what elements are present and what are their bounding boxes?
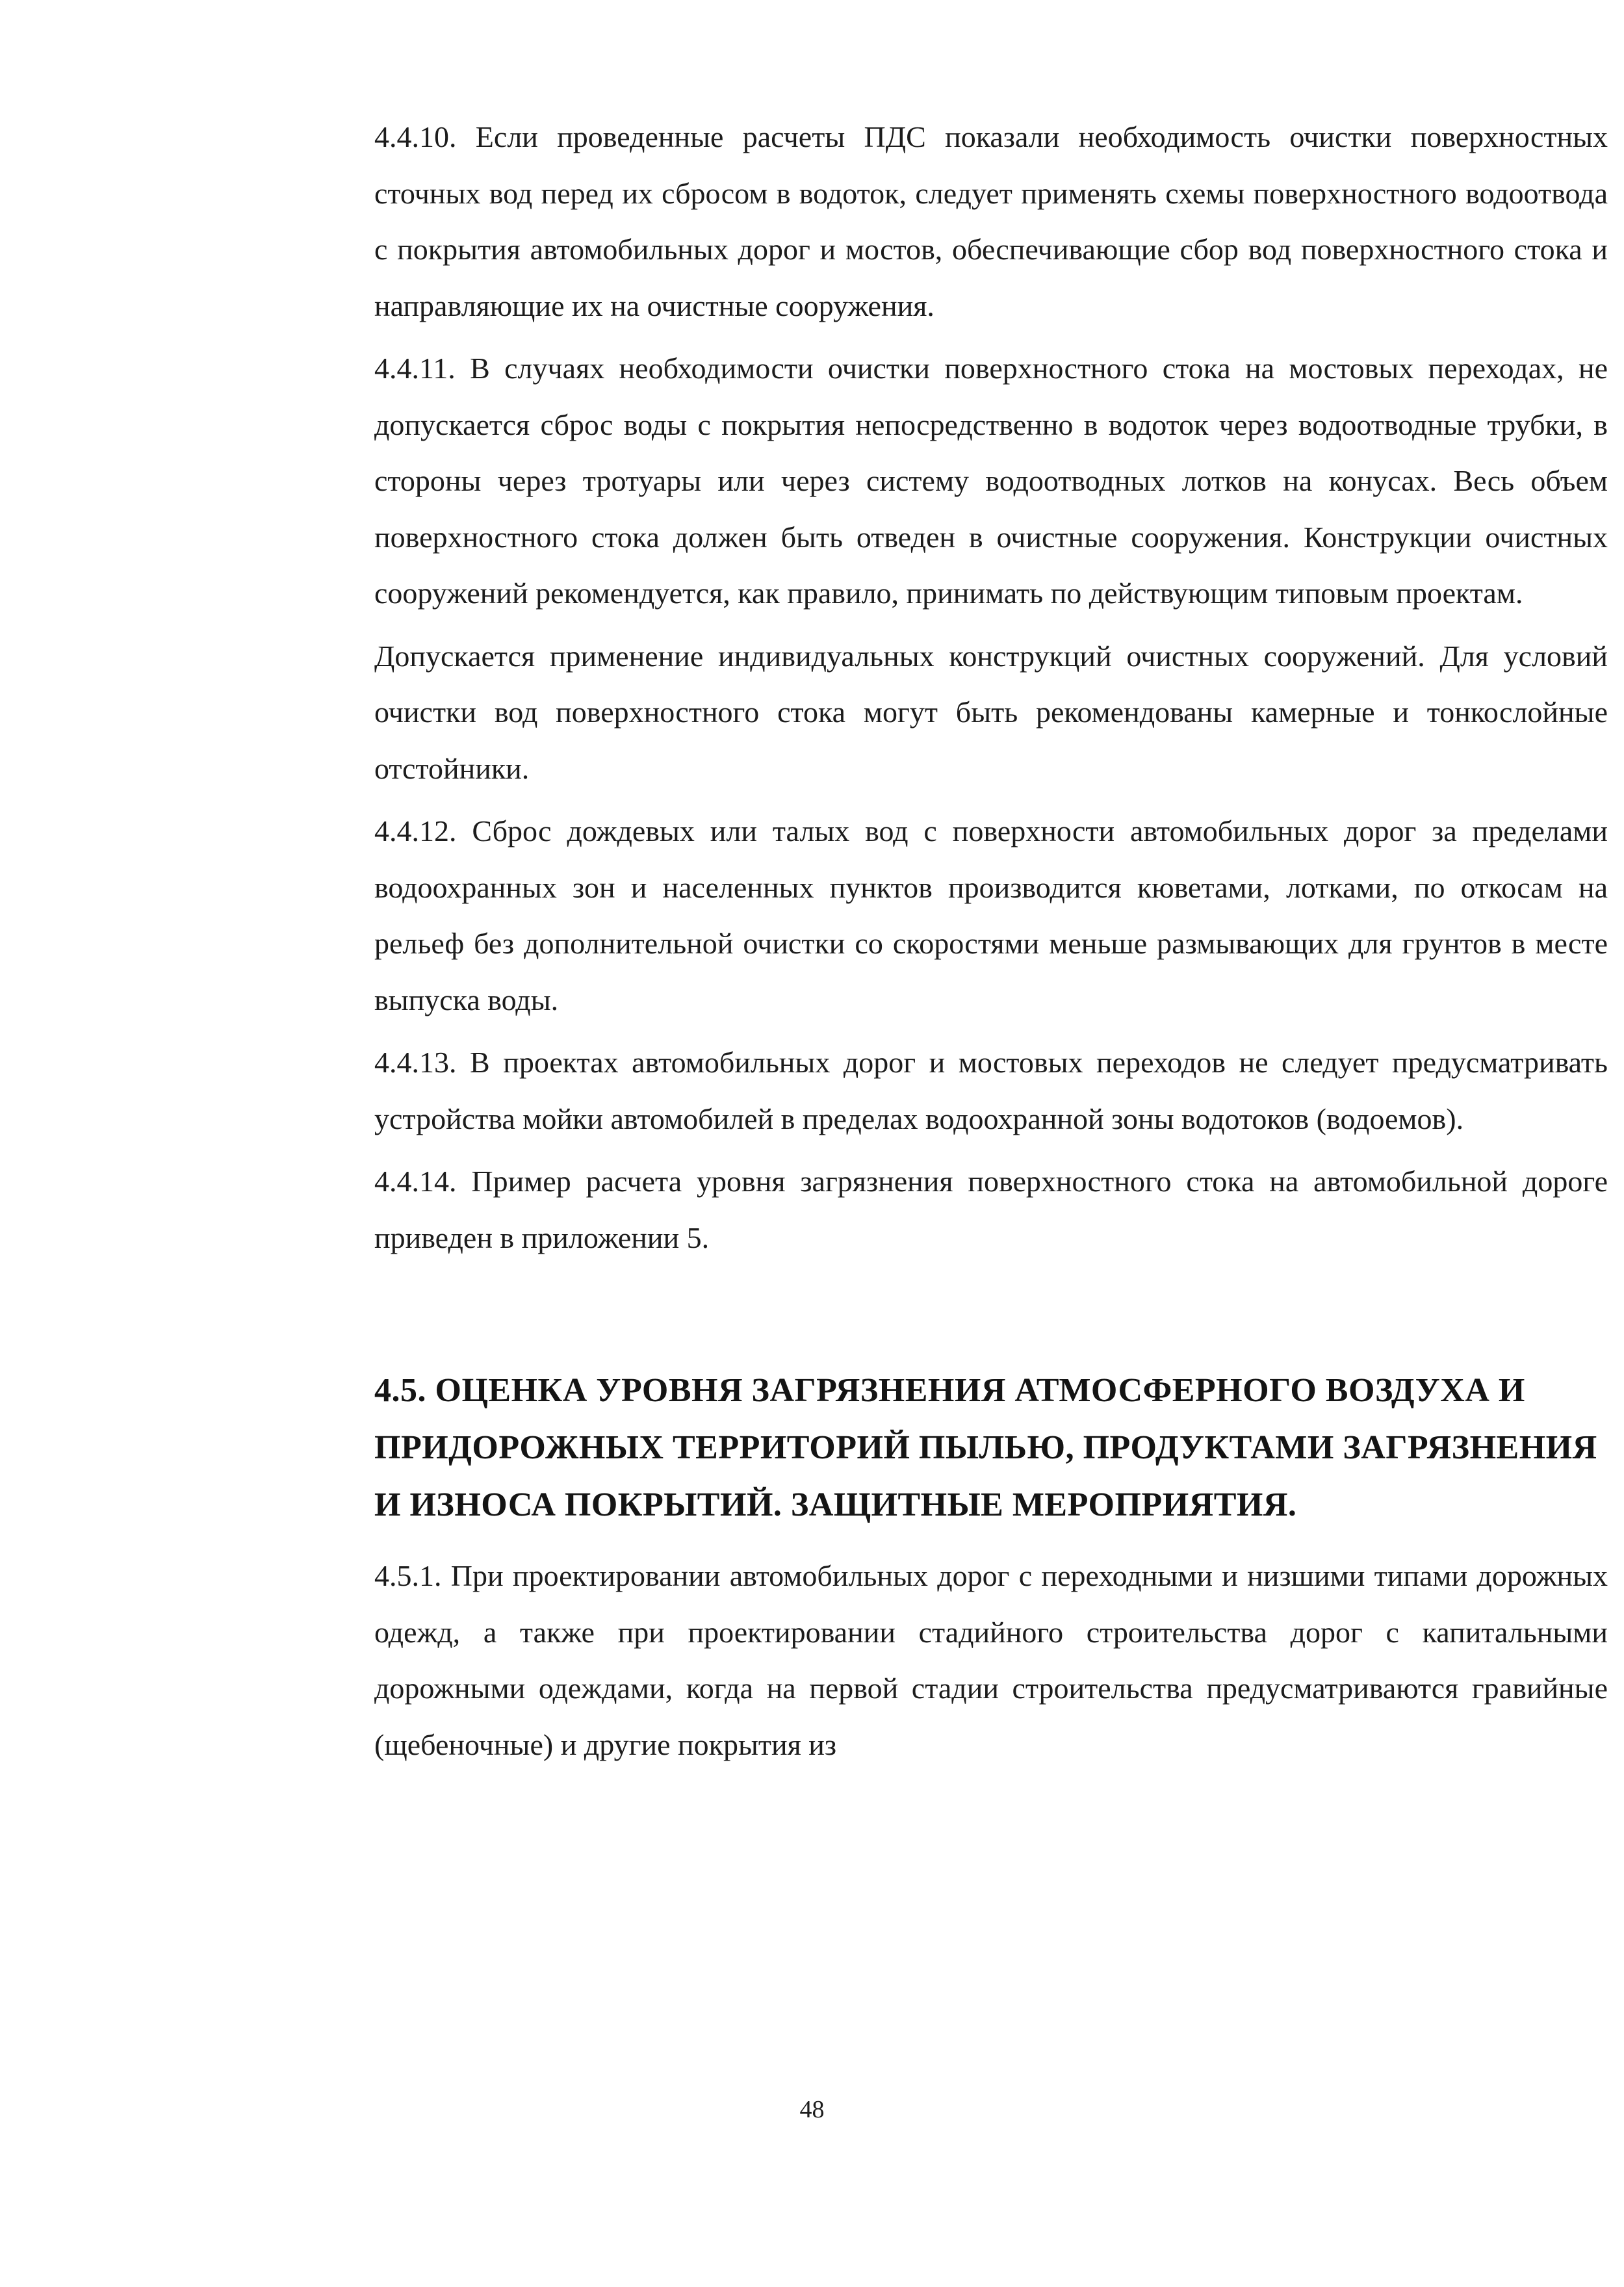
- paragraph-4-4-14: 4.4.14. Пример расчета уровня загрязнения поверхностного стока на автомобильной дороге приведен в приложении 5.: [374, 1165, 1608, 1254]
- paragraph-4-4-11-continued: Допускается применение индивидуальных конструкций очистных сооружений. Для условий очистки вод поверхностного стока могут быть рекомендованы камерные и тонкослойные отстойники.: [374, 639, 1608, 785]
- paragraph-4-4-10: 4.4.10. Если проведенные расчеты ПДС показали необходимость очистки поверхностных сточных вод перед их сбросом в водоток, следует применять схемы поверхностного водоотвода с покрытия автомобильных дорог и мостов, обеспечивающие сбор вод поверхностного стока и направляющие их на очистные сооружения.: [374, 120, 1608, 322]
- page-content: [374, 109, 1608, 1773]
- paragraph-4-5-1: 4.5.1. При проектировании автомобильных дорог с переходными и низшими типами дорожных одежд, а также при проектировании стадийного строительства дорог с капитальными дорожными одеждами, когда на первой стадии строительства предусматриваются гравийные (щебеночные) и другие покрытия из: [374, 1559, 1608, 1761]
- paragraph-4-4-13: 4.4.13. В проектах автомобильных дорог и мостовых переходов не следует предусматривать устройства мойки автомобилей в пределах водоохранной зоны водотоков (водоемов).: [374, 1046, 1608, 1135]
- paragraph-4-4-11: 4.4.11. В случаях необходимости очистки поверхностного стока на мостовых переходах, не допускается сброс воды с покрытия непосредственно в водоток через водоотводные трубки, в стороны через тротуары или через систему водоотводных лотков на конусах. Весь объем поверхностного стока должен быть отведен в очистные сооружения. Конструкции очистных сооружений рекомендуется, как правило, принимать по действующим типовым проектам.: [374, 352, 1608, 610]
- section-heading-4-5: 4.5. ОЦЕНКА УРОВНЯ ЗАГРЯЗНЕНИЯ АТМОСФЕРНОГО ВОЗДУХА И ПРИДОРОЖНЫХ ТЕРРИТОРИЙ ПЫЛЬЮ, ПРОДУКТАМИ ЗАГРЯЗНЕНИЯ И ИЗНОСА ПОКРЫТИЙ. ЗАЩИТНЫЕ МЕРОПРИЯТИЯ.: [374, 1372, 1597, 1523]
- paragraph-4-4-12: 4.4.12. Сброс дождевых или талых вод с поверхности автомобильных дорог за пределами водоохранных зон и населенных пунктов производится кюветами, лотками, по откосам на рельеф без дополнительной очистки со скоростями меньше размывающих для грунтов в месте выпуска воды.: [374, 814, 1608, 1016]
- page-number: 48: [799, 2096, 825, 2123]
